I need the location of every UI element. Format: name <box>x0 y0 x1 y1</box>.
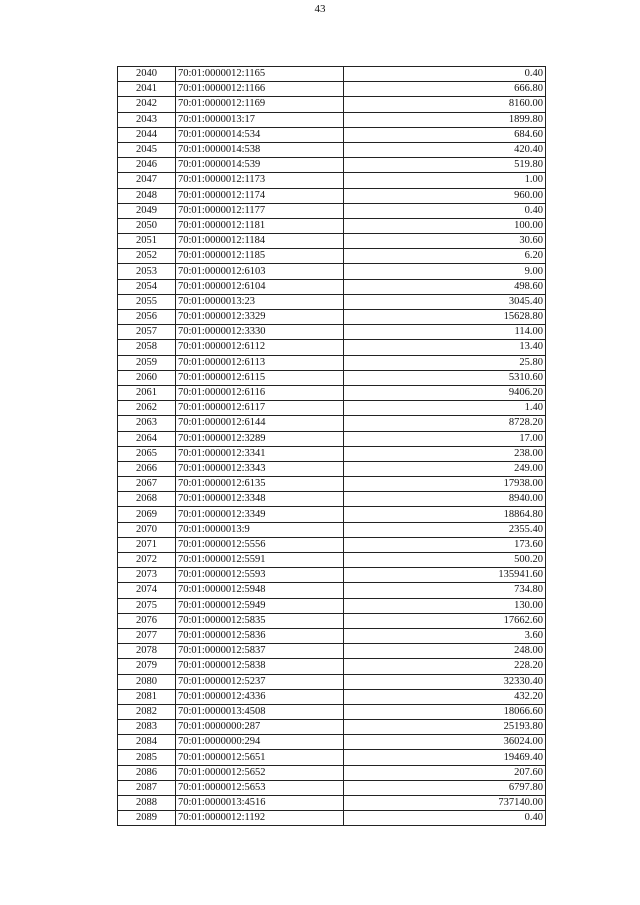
row-number: 2084 <box>118 735 176 750</box>
cadastral-number: 70:01:0000013:4508 <box>176 704 344 719</box>
area-value: 19469.40 <box>344 750 546 765</box>
table-row <box>118 704 546 719</box>
row-number: 2049 <box>118 203 176 218</box>
table-row <box>118 507 546 522</box>
row-number: 2067 <box>118 477 176 492</box>
row-number: 2075 <box>118 598 176 613</box>
cadastral-number: 70:01:0000012:1185 <box>176 249 344 264</box>
registry-table <box>117 66 546 826</box>
table-row <box>118 97 546 112</box>
area-value: 737140.00 <box>344 796 546 811</box>
row-number: 2061 <box>118 385 176 400</box>
cadastral-number: 70:01:0000012:5593 <box>176 568 344 583</box>
table-row <box>118 568 546 583</box>
cadastral-number: 70:01:0000012:5652 <box>176 765 344 780</box>
area-value: 25193.80 <box>344 720 546 735</box>
area-value: 960.00 <box>344 188 546 203</box>
table-row <box>118 82 546 97</box>
cadastral-number: 70:01:0000012:1192 <box>176 811 344 826</box>
table-row <box>118 67 546 82</box>
row-number: 2089 <box>118 811 176 826</box>
cadastral-number: 70:01:0000012:5949 <box>176 598 344 613</box>
table-row <box>118 234 546 249</box>
page-number: 43 <box>314 3 326 15</box>
row-number: 2083 <box>118 720 176 735</box>
row-number: 2080 <box>118 674 176 689</box>
area-value: 684.60 <box>344 127 546 142</box>
row-number: 2050 <box>118 218 176 233</box>
table-row <box>118 598 546 613</box>
row-number: 2064 <box>118 431 176 446</box>
table-row <box>118 340 546 355</box>
table-row <box>118 218 546 233</box>
area-value: 1.00 <box>344 173 546 188</box>
cadastral-number: 70:01:0000000:287 <box>176 720 344 735</box>
cadastral-number: 70:01:0000012:5651 <box>176 750 344 765</box>
area-value: 17.00 <box>344 431 546 446</box>
area-value: 228.20 <box>344 659 546 674</box>
area-value: 249.00 <box>344 461 546 476</box>
cadastral-number: 70:01:0000012:5591 <box>176 553 344 568</box>
cadastral-number: 70:01:0000012:6135 <box>176 477 344 492</box>
area-value: 207.60 <box>344 765 546 780</box>
area-value: 734.80 <box>344 583 546 598</box>
table-row <box>118 689 546 704</box>
cadastral-number: 70:01:0000012:5838 <box>176 659 344 674</box>
area-value: 100.00 <box>344 218 546 233</box>
row-number: 2088 <box>118 796 176 811</box>
row-number: 2062 <box>118 401 176 416</box>
table-row <box>118 765 546 780</box>
table-row <box>118 477 546 492</box>
row-number: 2046 <box>118 158 176 173</box>
table-row <box>118 446 546 461</box>
cadastral-number: 70:01:0000012:1181 <box>176 218 344 233</box>
area-value: 666.80 <box>344 82 546 97</box>
row-number: 2051 <box>118 234 176 249</box>
row-number: 2082 <box>118 704 176 719</box>
table-row <box>118 644 546 659</box>
row-number: 2070 <box>118 522 176 537</box>
cadastral-number: 70:01:0000012:5237 <box>176 674 344 689</box>
cadastral-number: 70:01:0000012:3330 <box>176 325 344 340</box>
cadastral-number: 70:01:0000012:5653 <box>176 780 344 795</box>
table-row <box>118 613 546 628</box>
row-number: 2057 <box>118 325 176 340</box>
row-number: 2054 <box>118 279 176 294</box>
cadastral-number: 70:01:0000012:3348 <box>176 492 344 507</box>
cadastral-number: 70:01:0000000:294 <box>176 735 344 750</box>
cadastral-number: 70:01:0000012:1173 <box>176 173 344 188</box>
cadastral-number: 70:01:0000012:3289 <box>176 431 344 446</box>
cadastral-number: 70:01:0000013:4516 <box>176 796 344 811</box>
row-number: 2066 <box>118 461 176 476</box>
area-value: 500.20 <box>344 553 546 568</box>
table-row <box>118 370 546 385</box>
row-number: 2047 <box>118 173 176 188</box>
row-number: 2060 <box>118 370 176 385</box>
table-row <box>118 355 546 370</box>
area-value: 18066.60 <box>344 704 546 719</box>
row-number: 2065 <box>118 446 176 461</box>
area-value: 8160.00 <box>344 97 546 112</box>
table-row <box>118 811 546 826</box>
cadastral-number: 70:01:0000012:5948 <box>176 583 344 598</box>
area-value: 130.00 <box>344 598 546 613</box>
table-row <box>118 796 546 811</box>
table-row <box>118 264 546 279</box>
area-value: 9.00 <box>344 264 546 279</box>
table-row <box>118 583 546 598</box>
row-number: 2069 <box>118 507 176 522</box>
cadastral-number: 70:01:0000012:6144 <box>176 416 344 431</box>
area-value: 9406.20 <box>344 385 546 400</box>
cadastral-number: 70:01:0000012:1165 <box>176 67 344 82</box>
cadastral-number: 70:01:0000012:1177 <box>176 203 344 218</box>
table-row <box>118 142 546 157</box>
cadastral-number: 70:01:0000014:539 <box>176 158 344 173</box>
area-value: 18864.80 <box>344 507 546 522</box>
row-number: 2059 <box>118 355 176 370</box>
table-row <box>118 674 546 689</box>
table-row <box>118 158 546 173</box>
table-row <box>118 294 546 309</box>
table-row <box>118 203 546 218</box>
cadastral-number: 70:01:0000012:3341 <box>176 446 344 461</box>
table-row <box>118 735 546 750</box>
area-value: 135941.60 <box>344 568 546 583</box>
row-number: 2053 <box>118 264 176 279</box>
cadastral-number: 70:01:0000012:6116 <box>176 385 344 400</box>
table-row <box>118 522 546 537</box>
cadastral-number: 70:01:0000012:3349 <box>176 507 344 522</box>
row-number: 2055 <box>118 294 176 309</box>
row-number: 2056 <box>118 310 176 325</box>
table-row <box>118 461 546 476</box>
row-number: 2073 <box>118 568 176 583</box>
cadastral-number: 70:01:0000013:9 <box>176 522 344 537</box>
table-row <box>118 492 546 507</box>
cadastral-number: 70:01:0000014:534 <box>176 127 344 142</box>
registry-table-body <box>118 67 546 826</box>
row-number: 2063 <box>118 416 176 431</box>
cadastral-number: 70:01:0000012:3343 <box>176 461 344 476</box>
area-value: 173.60 <box>344 537 546 552</box>
row-number: 2085 <box>118 750 176 765</box>
cadastral-number: 70:01:0000012:6103 <box>176 264 344 279</box>
row-number: 2086 <box>118 765 176 780</box>
table-row <box>118 553 546 568</box>
cadastral-number: 70:01:0000012:5836 <box>176 628 344 643</box>
row-number: 2058 <box>118 340 176 355</box>
row-number: 2043 <box>118 112 176 127</box>
area-value: 498.60 <box>344 279 546 294</box>
table-row <box>118 188 546 203</box>
row-number: 2076 <box>118 613 176 628</box>
cadastral-number: 70:01:0000013:23 <box>176 294 344 309</box>
area-value: 3.60 <box>344 628 546 643</box>
cadastral-number: 70:01:0000012:5835 <box>176 613 344 628</box>
table-row <box>118 537 546 552</box>
row-number: 2072 <box>118 553 176 568</box>
area-value: 36024.00 <box>344 735 546 750</box>
table-row <box>118 385 546 400</box>
area-value: 8940.00 <box>344 492 546 507</box>
row-number: 2071 <box>118 537 176 552</box>
table-row <box>118 431 546 446</box>
row-number: 2042 <box>118 97 176 112</box>
row-number: 2041 <box>118 82 176 97</box>
area-value: 8728.20 <box>344 416 546 431</box>
cadastral-number: 70:01:0000012:1184 <box>176 234 344 249</box>
table-row <box>118 112 546 127</box>
area-value: 6797.80 <box>344 780 546 795</box>
area-value: 420.40 <box>344 142 546 157</box>
area-value: 114.00 <box>344 325 546 340</box>
cadastral-number: 70:01:0000014:538 <box>176 142 344 157</box>
table-row <box>118 416 546 431</box>
table-row <box>118 127 546 142</box>
row-number: 2048 <box>118 188 176 203</box>
row-number: 2077 <box>118 628 176 643</box>
row-number: 2052 <box>118 249 176 264</box>
cadastral-number: 70:01:0000012:5837 <box>176 644 344 659</box>
cadastral-number: 70:01:0000012:1174 <box>176 188 344 203</box>
area-value: 17662.60 <box>344 613 546 628</box>
table-row <box>118 628 546 643</box>
table-row <box>118 310 546 325</box>
area-value: 519.80 <box>344 158 546 173</box>
cadastral-number: 70:01:0000012:4336 <box>176 689 344 704</box>
area-value: 0.40 <box>344 811 546 826</box>
row-number: 2045 <box>118 142 176 157</box>
area-value: 0.40 <box>344 203 546 218</box>
row-number: 2040 <box>118 67 176 82</box>
row-number: 2068 <box>118 492 176 507</box>
area-value: 25.80 <box>344 355 546 370</box>
row-number: 2078 <box>118 644 176 659</box>
area-value: 13.40 <box>344 340 546 355</box>
row-number: 2079 <box>118 659 176 674</box>
table-row <box>118 659 546 674</box>
table-row <box>118 780 546 795</box>
cadastral-number: 70:01:0000012:6112 <box>176 340 344 355</box>
row-number: 2074 <box>118 583 176 598</box>
table-row <box>118 720 546 735</box>
cadastral-number: 70:01:0000012:6113 <box>176 355 344 370</box>
cadastral-number: 70:01:0000012:5556 <box>176 537 344 552</box>
area-value: 238.00 <box>344 446 546 461</box>
table-row <box>118 750 546 765</box>
cadastral-number: 70:01:0000012:1166 <box>176 82 344 97</box>
row-number: 2081 <box>118 689 176 704</box>
area-value: 17938.00 <box>344 477 546 492</box>
table-row <box>118 325 546 340</box>
area-value: 3045.40 <box>344 294 546 309</box>
area-value: 1.40 <box>344 401 546 416</box>
area-value: 432.20 <box>344 689 546 704</box>
cadastral-number: 70:01:0000012:3329 <box>176 310 344 325</box>
area-value: 30.60 <box>344 234 546 249</box>
table-row <box>118 173 546 188</box>
cadastral-number: 70:01:0000012:6115 <box>176 370 344 385</box>
area-value: 5310.60 <box>344 370 546 385</box>
area-value: 1899.80 <box>344 112 546 127</box>
cadastral-number: 70:01:0000012:6104 <box>176 279 344 294</box>
area-value: 2355.40 <box>344 522 546 537</box>
table-row <box>118 249 546 264</box>
table-row <box>118 401 546 416</box>
area-value: 6.20 <box>344 249 546 264</box>
cadastral-number: 70:01:0000012:6117 <box>176 401 344 416</box>
area-value: 0.40 <box>344 67 546 82</box>
row-number: 2087 <box>118 780 176 795</box>
cadastral-number: 70:01:0000013:17 <box>176 112 344 127</box>
table-row <box>118 279 546 294</box>
area-value: 32330.40 <box>344 674 546 689</box>
area-value: 15628.80 <box>344 310 546 325</box>
row-number: 2044 <box>118 127 176 142</box>
cadastral-number: 70:01:0000012:1169 <box>176 97 344 112</box>
area-value: 248.00 <box>344 644 546 659</box>
